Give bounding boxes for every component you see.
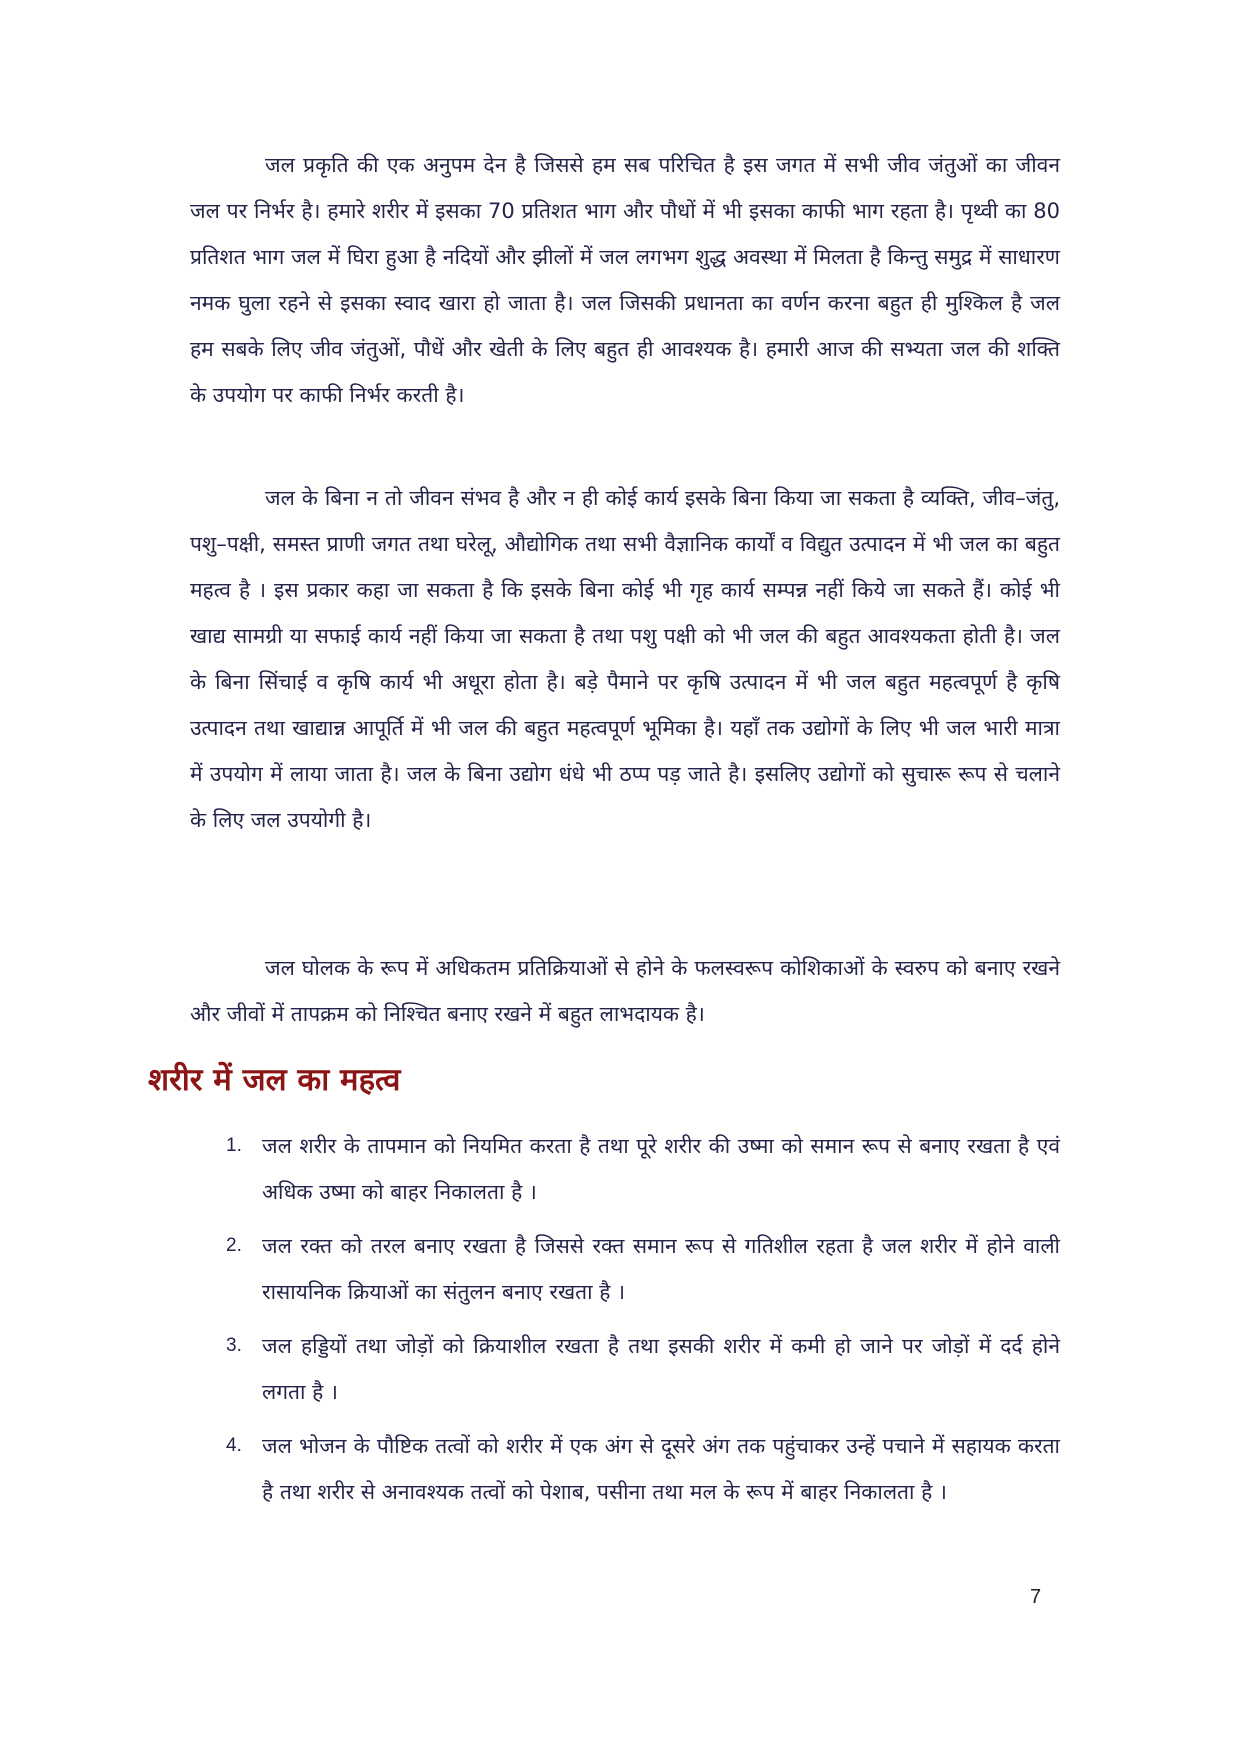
paragraph-2: जल के बिना न तो जीवन संभव है और न ही कोई कार्य इसके बिना किया जा सकता है व्यक्ति, जीव–जंतु, पशु–पक्षी, समस्त प्राणी जगत तथा घरेलू, औद्योगिक तथा सभी वैज्ञानिक कार्यों व विद्युत उत्पादन में भी जल का बहुत महत्व है । इस प्रकार कहा जा सकता है कि इसके बिना कोई भी गृह कार्य सम्पन्न नहीं किये जा सकते हैं। कोई भी खाद्य सामग्री या सफाई कार्य नहीं किया जा सकता है तथा पशु पक्षी को भी जल की बहुत आवश्यकता होती है। जल के बिना सिंचाई व कृषि कार्य भी अधूरा होता है। बड़े पैमाने पर कृषि उत्पादन में भी जल बहुत महत्वपूर्ण है कृषि उत्पादन तथा खाद्यान्न आपूर्ति में भी जल की बहुत महत्वपूर्ण भूमिका है। यहाँ तक उद्योगों के लिए भी जल भारी मात्रा में उपयोग में लाया जाता है। जल के बिना उद्योग धंधे भी ठप्प पड़ जाते है। इसलिए उद्योगों को सुचारू रूप से चलाने के लिए जल उपयोगी है।	[190, 486, 1060, 832]
section-heading: शरीर में जल का महत्व	[148, 1062, 401, 1098]
list-item-number: 4.	[226, 1435, 242, 1456]
list-item-text: जल भोजन के पौष्टिक तत्वों को शरीर में एक अंग से दूसरे अंग तक पहुंचाकर उन्हें पचाने में सहायक करता है तथा शरीर से अनावश्यक तत्वों को पेशाब, पसीना तथा मल के रूप में बाहर निकालता है ।	[262, 1434, 1060, 1504]
paragraph-3: जल घोलक के रूप में अधिकतम प्रतिक्रियाओं से होने के फलस्वरूप कोशिकाओं के स्वरुप को बनाए रखने और जीवों में तापक्रम को निश्चित बनाए रखने में बहुत लाभदायक है।	[190, 956, 1060, 1026]
list-item-number: 2.	[226, 1235, 242, 1256]
list-item	[226, 1223, 1060, 1315]
list-item	[226, 1123, 1060, 1215]
list-item-number: 3.	[226, 1335, 242, 1356]
list-item	[226, 1423, 1060, 1515]
list-item-text: जल हड्डियों तथा जोड़ों को क्रियाशील रखता है तथा इसकी शरीर में कमी हो जाने पर जोड़ों में दर्द होने लगता है ।	[262, 1334, 1060, 1404]
list-item-number: 1.	[226, 1135, 242, 1156]
list-item-text: जल शरीर के तापमान को नियमित करता है तथा पूरे शरीर की उष्मा को समान रूप से बनाए रखता है एवं अधिक उष्मा को बाहर निकालता है ।	[262, 1134, 1060, 1204]
page-number: 7	[1030, 1586, 1042, 1608]
paragraph-1: जल प्रकृति की एक अनुपम देन है जिससे हम सब परिचित है इस जगत में सभी जीव जंतुओं का जीवन जल पर निर्भर है। हमारे शरीर में इसका 70 प्रतिशत भाग और पौधों में भी इसका काफी भाग रहता है। पृथ्वी का 80 प्रतिशत भाग जल में घिरा हुआ है नदियों और झीलों में जल लगभग शुद्ध अवस्था में मिलता है किन्तु समुद्र में साधारण नमक घुला रहने से इसका स्वाद खारा हो जाता है। जल जिसकी प्रधानता का वर्णन करना बहुत ही मुश्किल है जल हम सबके लिए जीव जंतुओं, पौधें और खेती के लिए बहुत ही आवश्यक है। हमारी आज की सभ्यता जल की शक्ति के उपयोग पर काफी निर्भर करती है।	[190, 153, 1060, 407]
list-item	[226, 1323, 1060, 1415]
list-item-text: जल रक्त को तरल बनाए रखता है जिससे रक्त समान रूप से गतिशील रहता है जल शरीर में होने वाली रासायनिक क्रियाओं का संतुलन बनाए रखता है ।	[262, 1234, 1060, 1304]
numbered-list	[226, 1123, 1060, 1523]
